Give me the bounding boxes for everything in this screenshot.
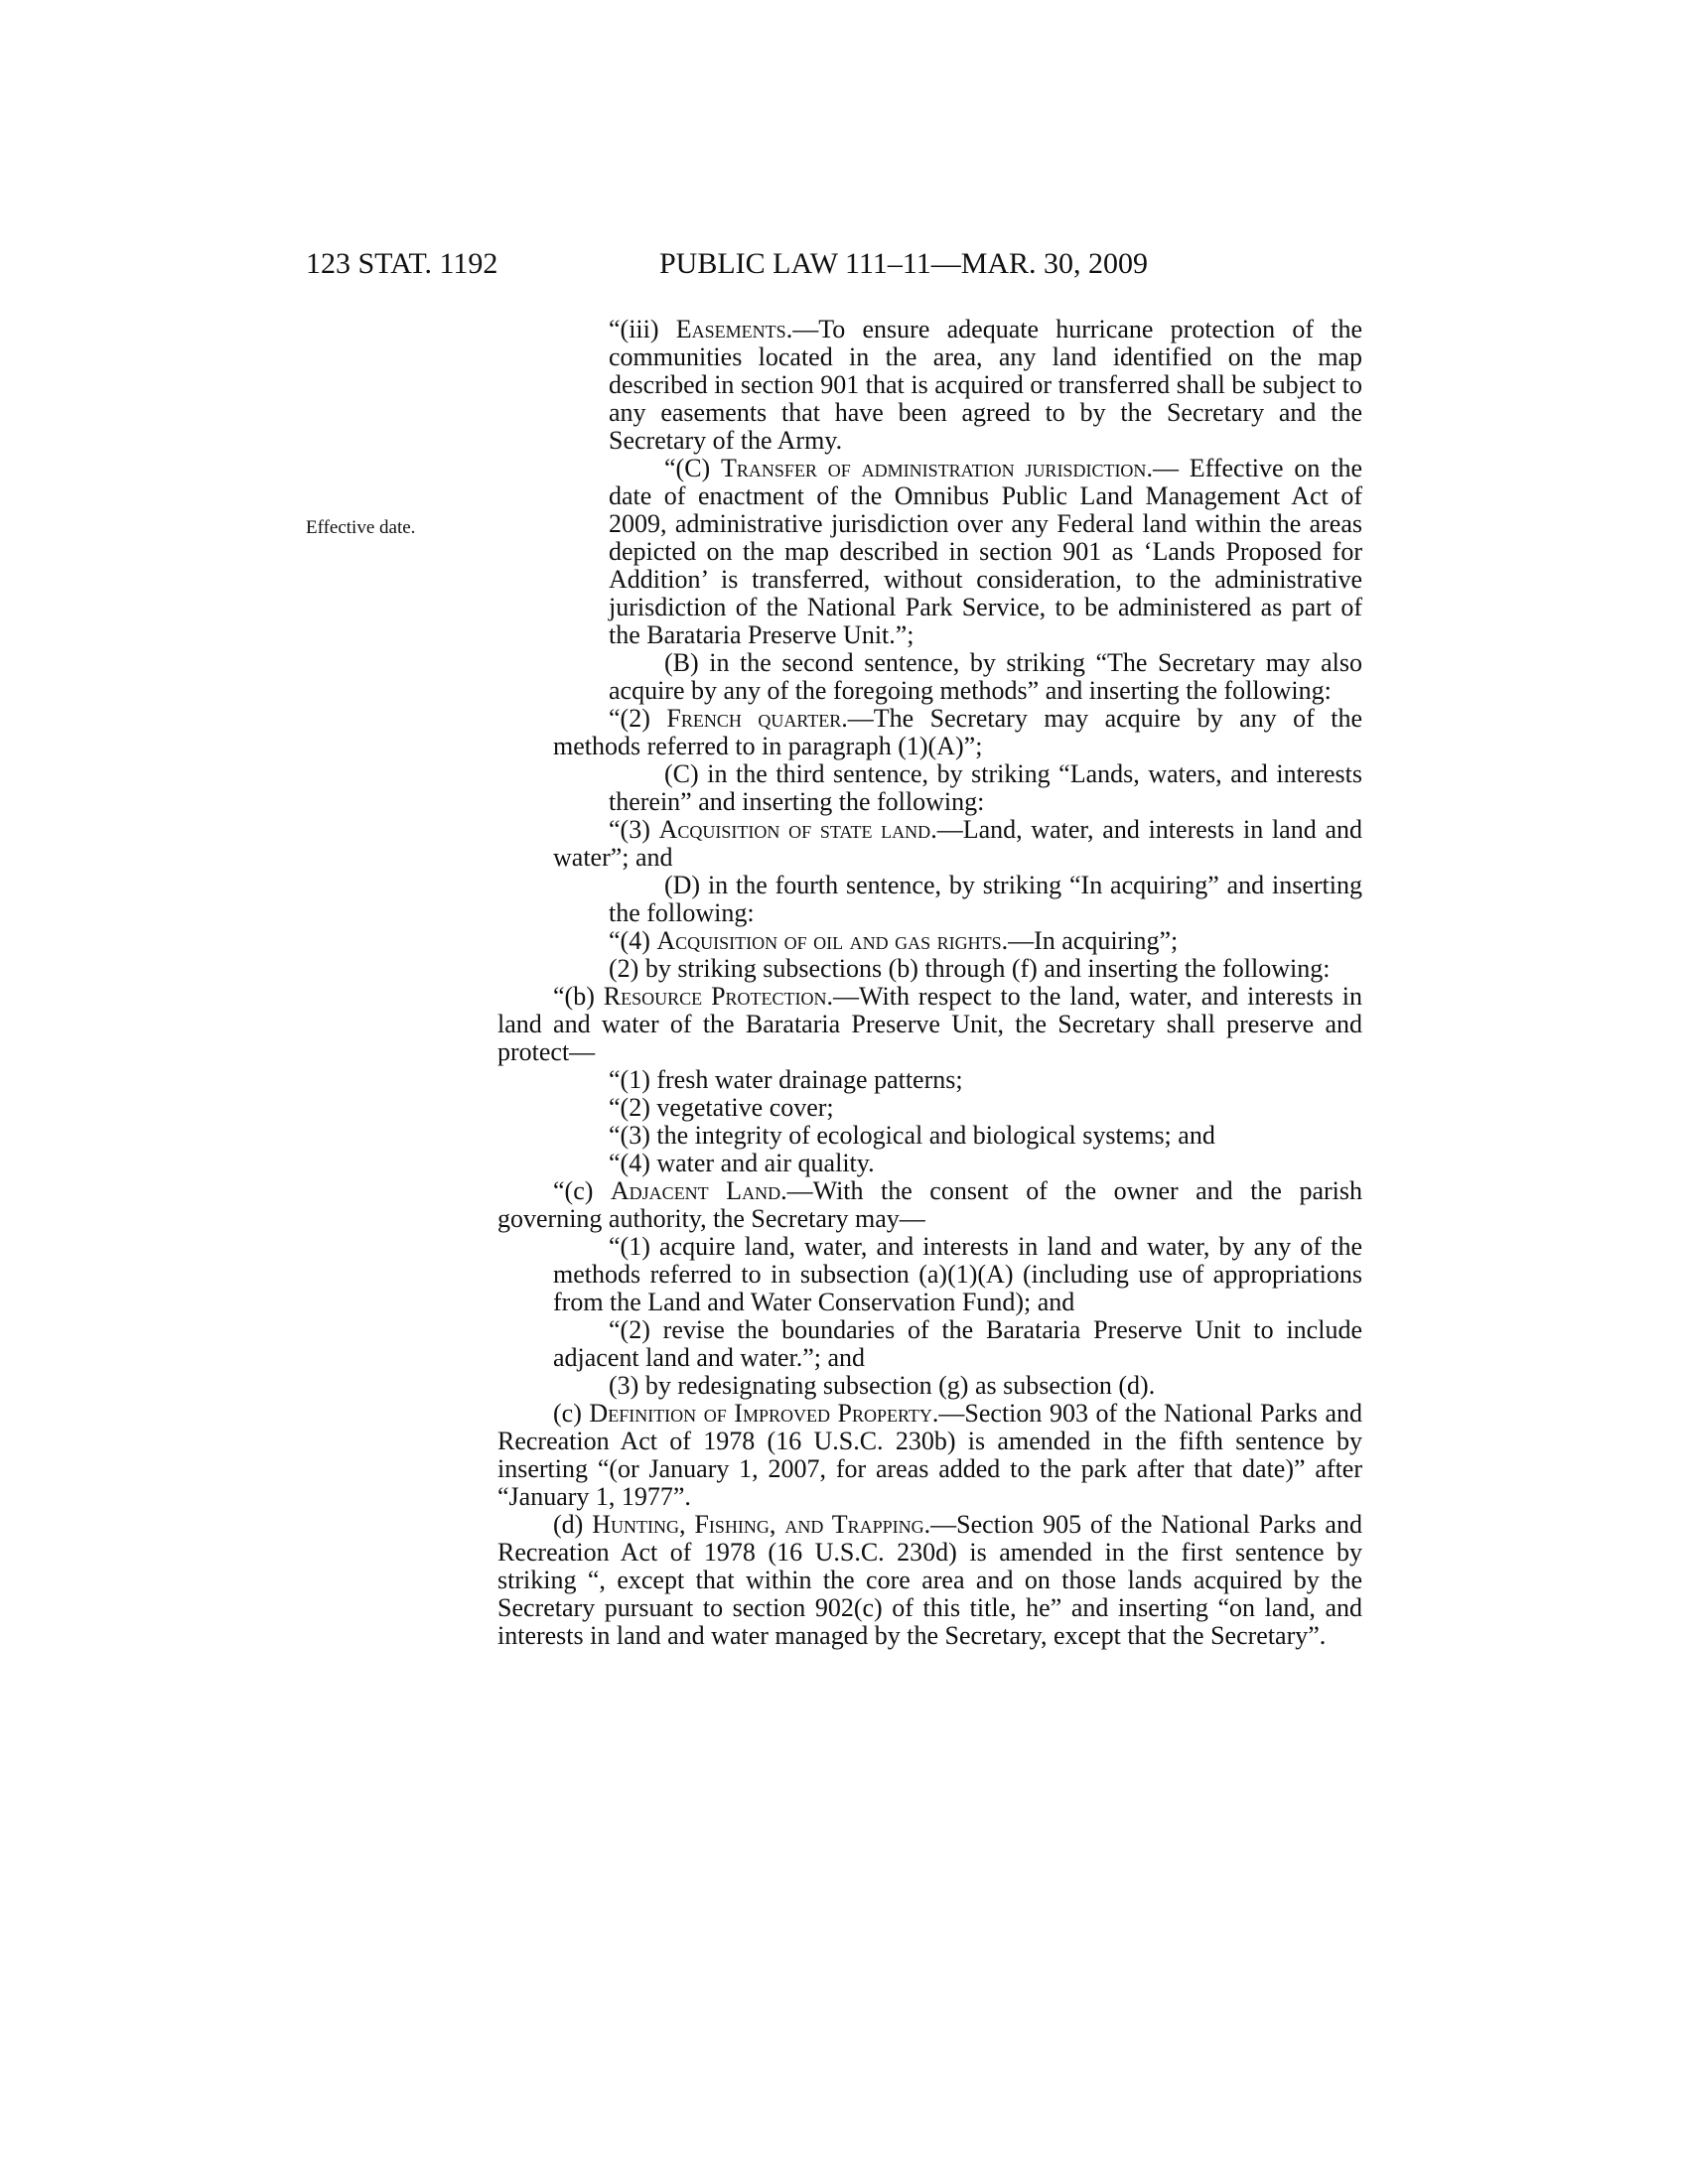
paragraph-text: “(2) vegetative cover;	[609, 1093, 834, 1122]
running-header: PUBLIC LAW 111–11—MAR. 30, 2009	[659, 247, 1149, 280]
paragraph-c-adjacent-land	[497, 1177, 1362, 1233]
paragraph-heading: French quarter	[666, 704, 842, 733]
paragraph-c-third-sentence	[609, 760, 1362, 816]
document-body	[497, 316, 1362, 1650]
paragraph-text: “(1) fresh water drainage patterns;	[609, 1065, 963, 1094]
paragraph-text: (B) in the second sentence, by striking “The Secretary may also acquire by any of the foregoing methods” and inserting the following:	[609, 648, 1362, 705]
paragraph-d-hunting-fishing-trapping	[497, 1511, 1362, 1650]
list-item-vegetative-cover	[553, 1094, 1362, 1122]
paragraph-text: .—Land, water, and interests in land and water”; and	[553, 815, 1363, 872]
paragraph-text: “(2) revise the boundaries of the Barataria Preserve Unit to include adjacent land and water.”; and	[553, 1315, 1362, 1372]
paragraph-text: .—In acquiring”;	[1001, 926, 1179, 955]
paragraph-2-french-quarter	[553, 705, 1362, 760]
paragraph-text: .—The Secretary may acquire by any of the methods referred to in paragraph (1)(A)”;	[553, 704, 1363, 760]
list-item-drainage	[553, 1066, 1362, 1094]
paragraph-text: .—With the consent of the owner and the parish governing authority, the Secretary may—	[497, 1176, 1363, 1233]
paragraph-b-second-sentence	[609, 649, 1362, 705]
list-item-integrity	[553, 1122, 1362, 1150]
paragraph-iii-easements	[609, 316, 1362, 455]
paragraph-text: “(1) acquire land, water, and interests in land and water, by any of the methods referred to in subsection (a)(1)(A) (including use of appropriations from the Land and Water Conservation Fund); and	[553, 1232, 1362, 1316]
paragraph-enumerator: (c)	[553, 1399, 590, 1428]
paragraph-enumerator: “(2)	[609, 704, 667, 733]
paragraph-heading: Definition of Improved Property	[589, 1399, 932, 1428]
paragraph-b-resource-protection	[497, 983, 1362, 1066]
paragraph-heading: Resource Protection	[603, 982, 827, 1011]
paragraph-d-fourth-sentence	[609, 872, 1362, 927]
paragraph-text: (2) by striking subsections (b) through (f) and inserting the following:	[609, 954, 1331, 983]
paragraph-c-transfer-jurisdiction	[609, 455, 1362, 649]
paragraph-text: .—Section 905 of the National Parks and Recreation Act of 1978 (16 U.S.C. 230d) is amended in the first sentence by striking “, except that within the core area and on those lands acquired by the Secretary pursuant to section 902(c) of this title, he” and inserting “on land, and interests in land and water managed by the Secretary, except that the Secretary”.	[497, 1510, 1362, 1650]
paragraph-text: (3) by redesignating subsection (g) as subsection (d).	[609, 1371, 1156, 1400]
paragraph-text: (C) in the third sentence, by striking “Lands, waters, and interests therein” and inserting the following:	[609, 759, 1362, 816]
paragraph-text: “(4) water and air quality.	[609, 1149, 875, 1177]
paragraph-text: .— Effective on the date of enactment of the Omnibus Public Land Management Act of 2009, administrative jurisdiction over any Federal land within the areas depicted on the map described in section 901 as ‘Lands Proposed for Addition’ is transferred, without consideration, to the administrative jurisdiction of the National Park Service, to be administered as part of the Barataria Preserve Unit.”;	[609, 454, 1362, 649]
paragraph-4-oil-gas-rights	[553, 927, 1362, 955]
paragraph-text: .—Section 903 of the National Parks and Recreation Act of 1978 (16 U.S.C. 230b) is amended in the fifth sentence by inserting “(or January 1, 2007, for areas added to the park after that date)” after “January 1, 1977”.	[497, 1399, 1363, 1511]
paragraph-enumerator: “(4)	[609, 926, 657, 955]
paragraph-text: .—With respect to the land, water, and interests in land and water of the Barataria Preserve Unit, the Secretary shall preserve and protect—	[497, 982, 1362, 1066]
paragraph-text: (D) in the fourth sentence, by striking “In acquiring” and inserting the following:	[609, 871, 1362, 927]
paragraph-enumerator: “(3)	[609, 815, 659, 844]
paragraph-heading: Acquisition of state land	[658, 815, 931, 844]
paragraph-enumerator: “(c)	[553, 1176, 611, 1205]
list-item-acquire-land	[553, 1233, 1362, 1316]
paragraph-text: .—To ensure adequate hurricane protection of the communities located in the area, any land identified on the map described in section 901 that is acquired or transferred shall be subject to any easements that have been agreed to by the Secretary and the Secretary of the Army.	[609, 315, 1362, 455]
paragraph-heading: Acquisition of oil and gas rights	[656, 926, 1002, 955]
paragraph-c-improved-property	[497, 1400, 1362, 1511]
statute-page-number: 123 STAT. 1192	[306, 247, 498, 280]
paragraph-heading: Easements	[675, 315, 786, 343]
paragraph-2-striking-subsections	[553, 955, 1362, 983]
list-item-water-air-quality	[553, 1150, 1362, 1177]
margin-note: Effective date.	[306, 517, 416, 538]
paragraph-text: “(3) the integrity of ecological and biological systems; and	[609, 1121, 1215, 1150]
paragraph-heading: Hunting, Fishing, and Trapping	[592, 1510, 924, 1539]
paragraph-enumerator: (d)	[553, 1510, 593, 1539]
paragraph-heading: Transfer of administration jurisdiction	[721, 454, 1147, 482]
paragraph-3-redesignating	[553, 1372, 1362, 1400]
list-item-revise-boundaries	[553, 1316, 1362, 1372]
paragraph-3-state-land	[553, 816, 1362, 872]
paragraph-enumerator: “(iii)	[609, 315, 676, 343]
paragraph-heading: Adjacent Land	[610, 1176, 781, 1205]
paragraph-enumerator: “(C)	[664, 454, 722, 482]
paragraph-enumerator: “(b)	[553, 982, 604, 1011]
